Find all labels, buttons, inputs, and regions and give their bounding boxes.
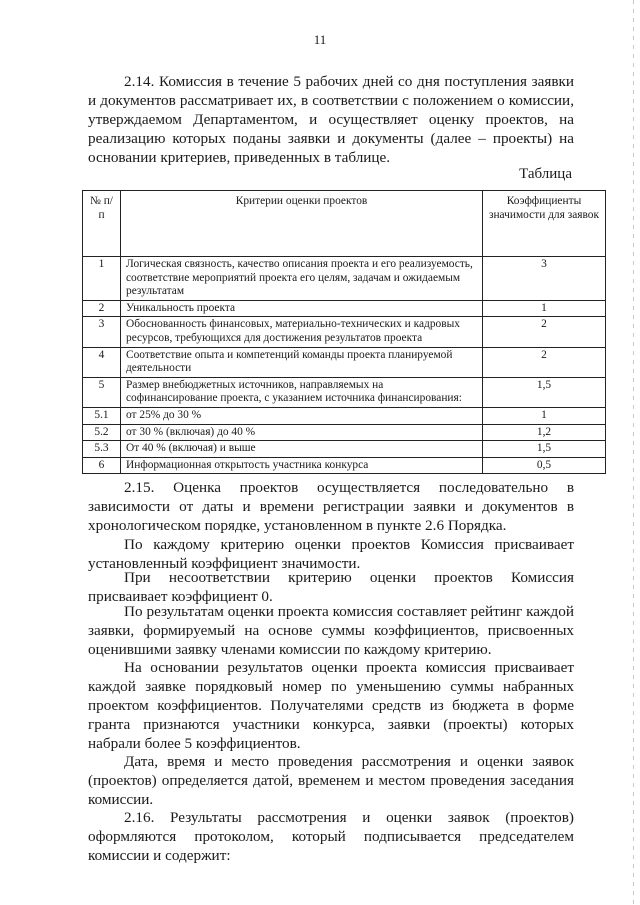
table-row [83,407,606,424]
header-coefficient: Коэффициенты значимости для заявок [483,191,606,257]
row-number: 5.1 [83,407,121,424]
row-coefficient: 2 [483,317,606,347]
paragraph-order: На основании результатов оценки проекта комиссия присваивает каждой заявке порядковый номер по уменьшению суммы набранных проектом коэффициентов. Получателями средств из бюджета в форме гранта признаются участники конкурса, заявки (проекты) которых набрали более 5 коэффициентов. [88,659,574,752]
criteria-table [82,190,606,474]
row-number: 1 [83,257,121,301]
table-header-row [83,191,606,257]
row-criterion: Уникальность проекта [121,300,483,317]
paragraph-rating: По результатам оценки проекта комиссия составляет рейтинг каждой заявки, формируемый на основе суммы коэффициентов, присвоенных оценившими заявку членами комиссии по каждому критерию. [88,603,574,658]
row-criterion: от 30 % (включая) до 40 % [121,424,483,441]
table-row [83,441,606,458]
paragraph-coefficient: По каждому критерию оценки проектов Комиссия присваивает установленный коэффициент значимости. [88,536,574,572]
row-coefficient: 1,2 [483,424,606,441]
row-coefficient: 1 [483,407,606,424]
row-number: 5.3 [83,441,121,458]
row-number: 6 [83,457,121,474]
row-coefficient: 1 [483,300,606,317]
paragraph-mismatch: При несоответствии критерию оценки проектов Комиссия присваивает коэффициент 0. [88,569,574,605]
row-criterion: Логическая связность, качество описания проекта и его реализуемость, соответствие мероприятий проекта его целям, задачам и ожидаемым результатам [121,257,483,301]
row-criterion: Обоснованность финансовых, материально-технических и кадровых ресурсов, требующихся для достижения результатов проекта [121,317,483,347]
table-row [83,300,606,317]
row-number: 5.2 [83,424,121,441]
table-row [83,457,606,474]
row-number: 4 [83,347,121,377]
paragraph-2-15: 2.15. Оценка проектов осуществляется последовательно в зависимости от даты и времени регистрации заявки и документов в хронологическом порядке, установленном в пункте 2.6 Порядка. [88,479,574,534]
row-criterion: от 25% до 30 % [121,407,483,424]
row-number: 2 [83,300,121,317]
table-row [83,424,606,441]
row-criterion: Соответствие опыта и компетенций команды проекта планируемой деятельности [121,347,483,377]
row-coefficient: 1,5 [483,377,606,407]
row-coefficient: 2 [483,347,606,377]
table-caption: Таблица [519,166,572,182]
row-number: 3 [83,317,121,347]
row-number: 5 [83,377,121,407]
table-row [83,377,606,407]
row-coefficient: 3 [483,257,606,301]
row-criterion: Размер внебюджетных источников, направляемых на софинансирование проекта, с указанием источника финансирования: [121,377,483,407]
table-row [83,347,606,377]
row-criterion: От 40 % (включая) и выше [121,441,483,458]
row-coefficient: 0,5 [483,457,606,474]
scan-edge-line [633,0,634,905]
paragraph-2-16: 2.16. Результаты рассмотрения и оценки заявок (проектов) оформляются протоколом, который подписывается председателем комиссии и содержит: [88,809,574,864]
table-row [83,257,606,301]
header-number: № п/п [83,191,121,257]
row-coefficient: 1,5 [483,441,606,458]
header-criteria: Критерии оценки проектов [121,191,483,257]
table-row [83,317,606,347]
paragraph-date: Дата, время и место проведения рассмотрения и оценки заявок (проектов) определяется датой, временем и местом проведения заседания комиссии. [88,753,574,808]
page-number: 11 [313,32,327,47]
paragraph-2-14: 2.14. Комиссия в течение 5 рабочих дней со дня поступления заявки и документов рассматривает их, в соответствии с положением о комиссии, утверждаемом Департаментом, и осуществляет оценку проектов, на реализацию которых поданы заявки и документы (далее – проекты) на основании критериев, приведенных в таблице. [88,73,574,166]
row-criterion: Информационная открытость участника конкурса [121,457,483,474]
